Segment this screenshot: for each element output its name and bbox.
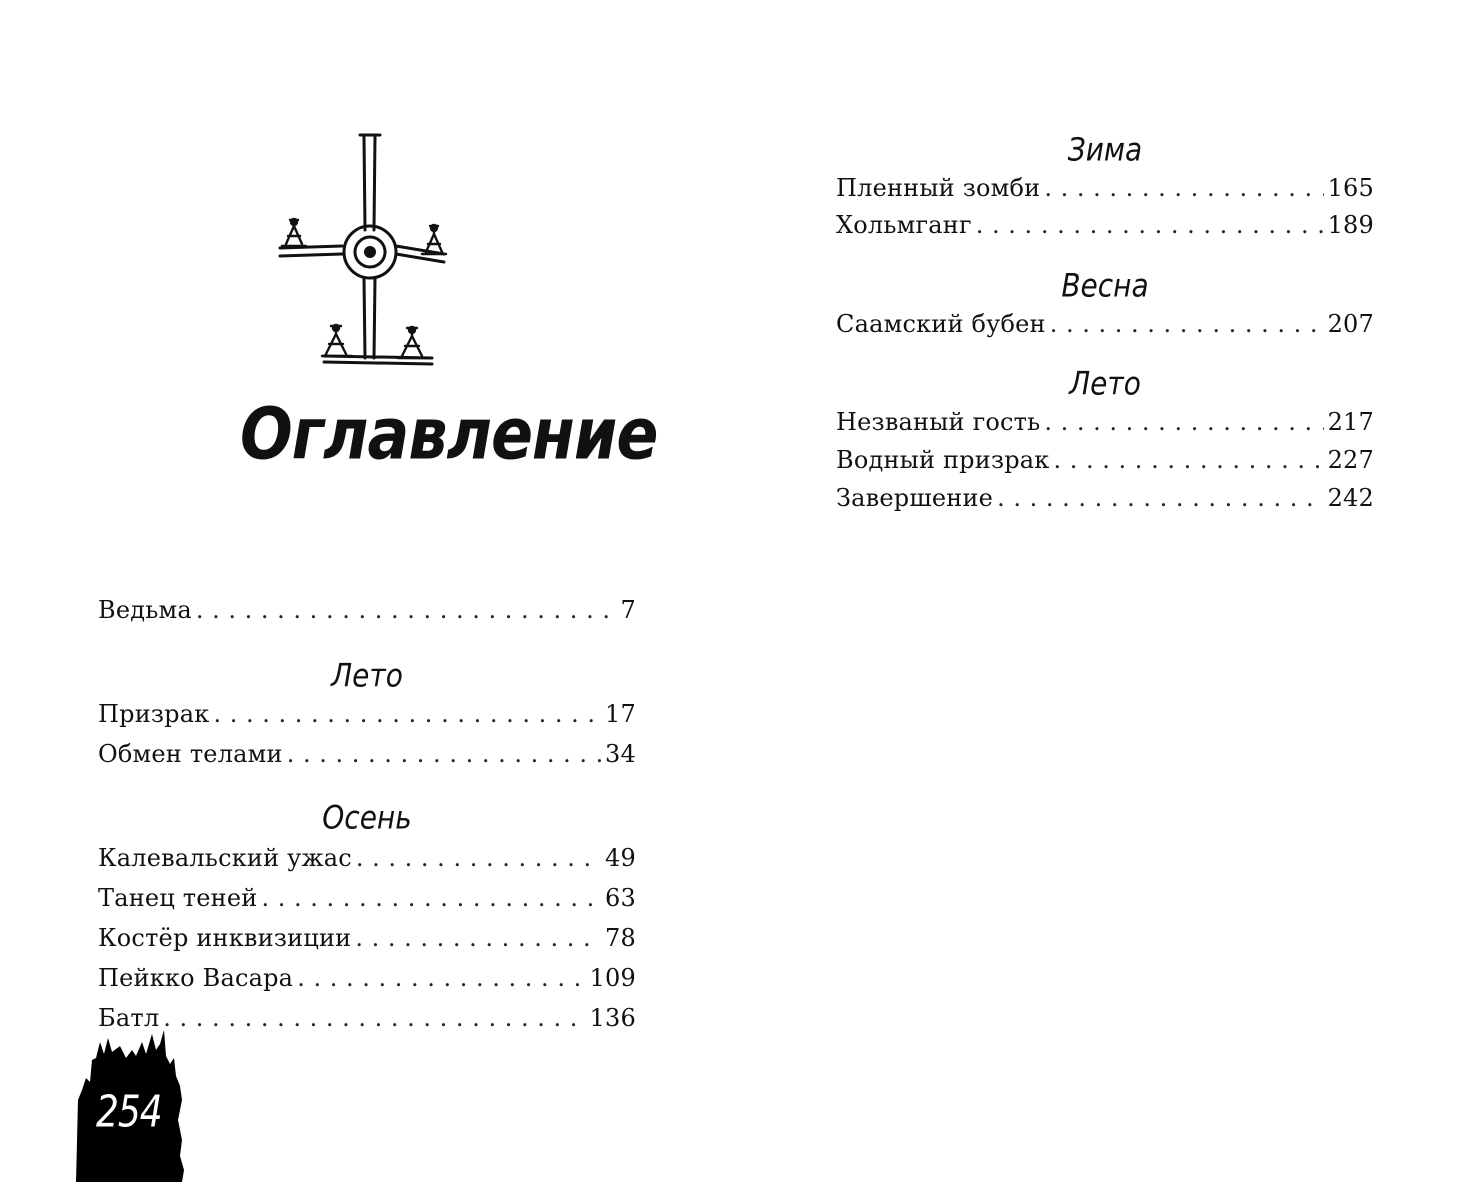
toc-entry-page: 34 bbox=[605, 740, 636, 768]
toc-entry[interactable] bbox=[836, 168, 1374, 208]
right-page bbox=[738, 0, 1477, 1182]
toc-entry-label: Завершение bbox=[836, 484, 994, 512]
toc-entry-page: 136 bbox=[589, 1004, 636, 1032]
toc-entry-page: 7 bbox=[620, 596, 636, 624]
dot-leader bbox=[261, 878, 601, 918]
dot-leader bbox=[287, 734, 601, 774]
section-heading: Весна bbox=[1061, 266, 1149, 305]
toc-entry-label: Костёр инквизиции bbox=[98, 924, 352, 952]
dot-leader bbox=[355, 918, 601, 958]
section-heading: Лето bbox=[1069, 364, 1141, 403]
toc-entry-label: Танец теней bbox=[98, 884, 258, 912]
toc-left-block bbox=[98, 590, 636, 1040]
toc-entry[interactable] bbox=[836, 205, 1374, 245]
dot-leader bbox=[356, 838, 601, 878]
toc-entry-label: Призрак bbox=[98, 700, 210, 728]
toc-entry[interactable] bbox=[98, 734, 636, 774]
section-heading: Осень bbox=[322, 798, 412, 837]
toc-entry-page: 217 bbox=[1327, 408, 1374, 436]
toc-entry-page: 17 bbox=[605, 700, 636, 728]
toc-entry-label: Ведьма bbox=[98, 596, 192, 624]
dot-leader bbox=[1044, 168, 1323, 208]
toc-right-block bbox=[836, 128, 1374, 528]
toc-entry-label: Обмен телами bbox=[98, 740, 283, 768]
page-title: Оглавление bbox=[240, 392, 658, 476]
dot-leader bbox=[196, 590, 617, 630]
toc-entry[interactable] bbox=[98, 878, 636, 918]
toc-entry[interactable] bbox=[836, 304, 1374, 344]
toc-entry-page: 189 bbox=[1327, 211, 1374, 239]
toc-entry-page: 78 bbox=[605, 924, 636, 952]
section-heading: Зима bbox=[1067, 130, 1143, 169]
toc-entry-page: 49 bbox=[605, 844, 636, 872]
section-heading: Лето bbox=[331, 656, 403, 695]
toc-entry-label: Саамский бубен bbox=[836, 310, 1046, 338]
dot-leader bbox=[213, 694, 601, 734]
toc-entry-label: Пейкко Васара bbox=[98, 964, 294, 992]
toc-entry-label: Хольмганг bbox=[836, 211, 972, 239]
toc-entry[interactable] bbox=[98, 838, 636, 878]
dot-leader bbox=[1044, 402, 1323, 442]
toc-entry-page: 242 bbox=[1327, 484, 1374, 512]
toc-entry[interactable] bbox=[836, 478, 1374, 518]
dot-leader bbox=[1054, 440, 1324, 480]
toc-entry[interactable] bbox=[98, 918, 636, 958]
dot-leader bbox=[163, 998, 585, 1038]
toc-entry[interactable] bbox=[98, 694, 636, 734]
toc-entry[interactable] bbox=[98, 958, 636, 998]
toc-entry[interactable] bbox=[836, 402, 1374, 442]
toc-entry-page: 227 bbox=[1327, 446, 1374, 474]
toc-entry-label: Незваный гость bbox=[836, 408, 1041, 436]
toc-entry[interactable] bbox=[98, 590, 636, 630]
dot-leader bbox=[997, 478, 1324, 518]
toc-entry-page: 165 bbox=[1327, 174, 1374, 202]
page-number: 254 bbox=[96, 1088, 162, 1138]
toc-entry-page: 207 bbox=[1327, 310, 1374, 338]
toc-entry-label: Водный призрак bbox=[836, 446, 1050, 474]
toc-entry-page: 63 bbox=[605, 884, 636, 912]
dot-leader bbox=[976, 205, 1324, 245]
toc-entry-label: Батл bbox=[98, 1004, 160, 1032]
toc-entry-page: 109 bbox=[589, 964, 636, 992]
toc-entry-label: Калевальский ужас bbox=[98, 844, 352, 872]
toc-entry-label: Пленный зомби bbox=[836, 174, 1041, 202]
dot-leader bbox=[297, 958, 585, 998]
dot-leader bbox=[1050, 304, 1324, 344]
toc-entry[interactable] bbox=[836, 440, 1374, 480]
left-page bbox=[0, 0, 738, 1182]
sami-cross-emblem-icon bbox=[274, 130, 474, 370]
